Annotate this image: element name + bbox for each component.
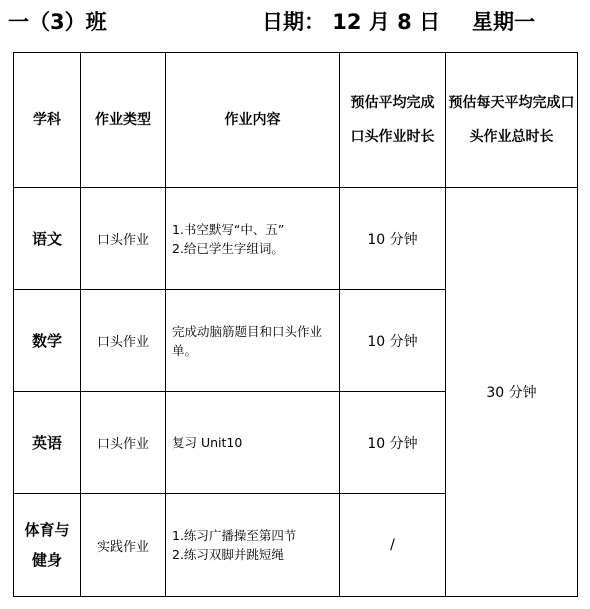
column-header-total-time: 预估每天平均完成口头作业总时长 — [446, 53, 578, 188]
column-header-type: 作业类型 — [81, 53, 166, 188]
type-cell: 口头作业 — [81, 188, 166, 290]
content-line: 2.给已学生字组词。 — [172, 240, 284, 256]
time-cell: 10 分钟 — [340, 290, 446, 392]
subject-cell: 体育与健身 — [14, 494, 81, 597]
column-header-avg-time: 预估平均完成口头作业时长 — [340, 53, 446, 188]
content-line: 1.练习广播操至第四节 — [172, 528, 297, 543]
content-line: 1.书空默写“中、五” — [172, 221, 285, 237]
subject-cell: 英语 — [14, 392, 81, 494]
content-line: 复习 Unit10 — [172, 435, 243, 450]
date-label: 日期： 12 月 8 日 — [262, 10, 441, 34]
time-cell: 10 分钟 — [340, 392, 446, 494]
time-cell: / — [340, 494, 446, 597]
subject-cell: 数学 — [14, 290, 81, 392]
content-cell — [166, 290, 340, 392]
content-line: 2.练习双脚并跳短绳 — [172, 547, 284, 562]
class-label: 一（3）班 — [8, 10, 107, 34]
weekday-label: 星期一 — [472, 10, 535, 34]
homework-table — [13, 52, 578, 597]
total-time-cell: 30 分钟 — [446, 188, 578, 597]
table-header-row — [14, 53, 578, 188]
content-cell — [166, 494, 340, 597]
type-cell: 口头作业 — [81, 290, 166, 392]
time-cell: 10 分钟 — [340, 188, 446, 290]
column-header-content: 作业内容 — [166, 53, 340, 188]
type-cell: 口头作业 — [81, 392, 166, 494]
content-cell — [166, 188, 340, 290]
content-line: 完成动脑筋题目和口头作业单。 — [172, 323, 323, 358]
content-cell — [166, 392, 340, 494]
document-header — [0, 0, 590, 50]
table-row — [14, 188, 578, 290]
type-cell: 实践作业 — [81, 494, 166, 597]
subject-cell: 语文 — [14, 188, 81, 290]
column-header-subject: 学科 — [14, 53, 81, 188]
